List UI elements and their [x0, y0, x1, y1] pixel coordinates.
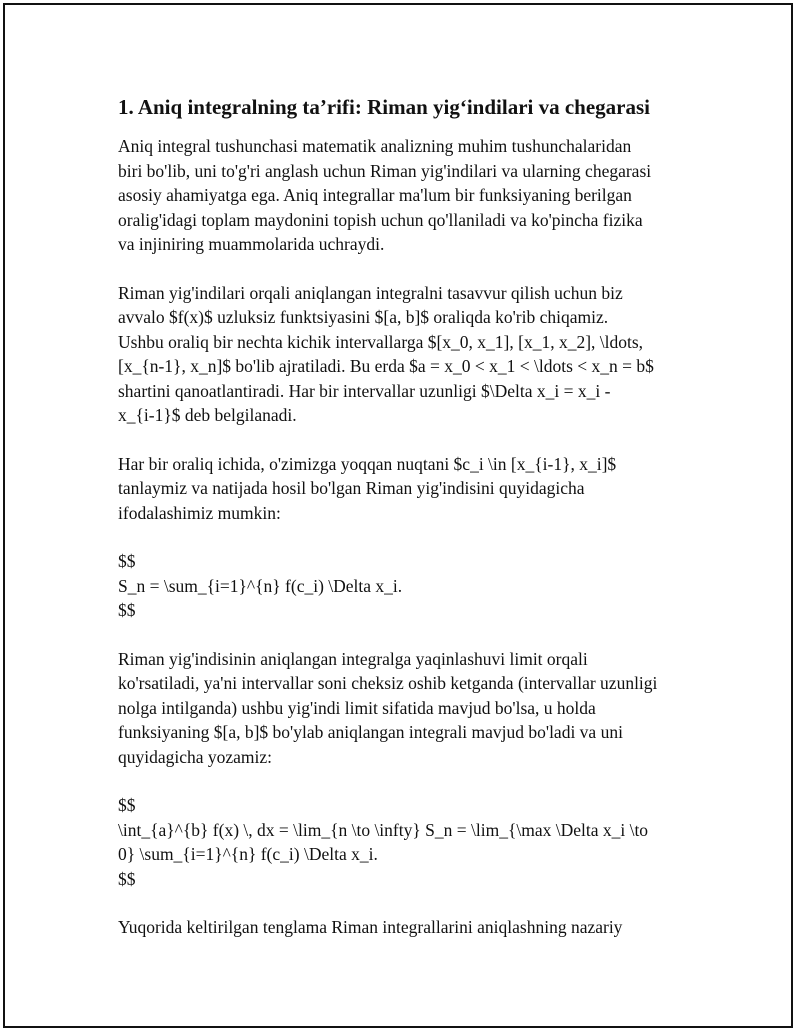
paragraph-intro [118, 134, 698, 257]
text-line: biri bo'lib, uni to'g'ri anglash uchun Riman yig'indilari va ularning chegarasi [118, 160, 652, 181]
text-line: x_{i-1}$ deb belgilanadi. [118, 405, 297, 425]
formula-riemann-sum [118, 549, 698, 623]
text-line: asosiy ahamiyatga ega. Aniq integrallar ma'lum bir funksiyaning berilgan [118, 185, 632, 205]
paragraph-partition [118, 281, 698, 428]
text-line: Riman yig'indisinin aniqlangan integralga yaqinlashuvi limit orqali [118, 648, 588, 669]
text-line: Har bir oraliq ichida, o'zimizga yoqqan nuqtani $c_i \in [x_{i-1}, x_i]$ [118, 453, 617, 474]
text-line: avvalo $f(x)$ uzluksiz funktsiyasini $[a, b]$ oraliqda ko'rib chiqamiz. [118, 307, 609, 327]
formula-line: $$ [118, 868, 136, 889]
formula-line: \int_{a}^{b} f(x) \, dx = \lim_{n \to \infty} S_n = \lim_{\max \Delta x_i \to [118, 819, 649, 840]
formula-line: 0} \sum_{i=1}^{n} f(c_i) \Delta x_i. [118, 844, 378, 864]
text-line: ifodalashimiz mumkin: [118, 502, 281, 523]
paragraph-conclusion [118, 915, 698, 940]
formula-line: $$ [118, 551, 136, 571]
formula-definite-integral [118, 793, 698, 891]
text-line: Yuqorida keltirilgan tenglama Riman integrallarini aniqlashning nazariy [118, 917, 623, 937]
document-body [118, 92, 698, 964]
text-line: quyidagicha yozamiz: [118, 746, 273, 767]
paragraph-limit [118, 647, 698, 770]
text-line: Aniq integral tushunchasi matematik analizning muhim tushunchalaridan [118, 136, 632, 156]
formula-line: $$ [118, 795, 136, 815]
text-line: tanlaymiz va natijada hosil bo'lgan Riman yig'indisini quyidagicha [118, 478, 585, 498]
text-line: nolga intilganda) ushbu yig'indi limit sifatida mavjud bo'lsa, u holda [118, 697, 596, 718]
text-line: [x_{n-1}, x_n]$ bo'lib ajratiladi. Bu erda $a = x_0 < x_1 < \ldots < x_n = b$ [118, 356, 654, 376]
text-line: shartini qanoatlantiradi. Har bir intervallar uzunligi $\Delta x_i = x_i - [118, 380, 611, 401]
paragraph-sample-points [118, 452, 698, 526]
text-line: ko'rsatiladi, ya'ni intervallar soni cheksiz oshib ketganda (intervallar uzunligi [118, 673, 658, 693]
text-line: funksiyaning $[a, b]$ bo'ylab aniqlangan integrali mavjud bo'ladi va uni [118, 722, 623, 742]
text-line: va injiniring muammolarida uchraydi. [118, 234, 385, 254]
text-line: Ushbu oraliq bir nechta kichik intervallarga $[x_0, x_1], [x_1, x_2], \ldots, [118, 331, 644, 352]
formula-line: S_n = \sum_{i=1}^{n} f(c_i) \Delta x_i. [118, 575, 403, 596]
text-line: Riman yig'indilari orqali aniqlangan integralni tasavvur qilish uchun biz [118, 282, 623, 303]
section-heading: 1. Aniq integralning ta’rifi: Riman yig‘indilari va chegarasi [118, 95, 651, 119]
formula-line: $$ [118, 600, 136, 620]
text-line: oralig'idagi toplam maydonini topish uchun qo'llaniladi va ko'pincha fizika [118, 209, 643, 230]
